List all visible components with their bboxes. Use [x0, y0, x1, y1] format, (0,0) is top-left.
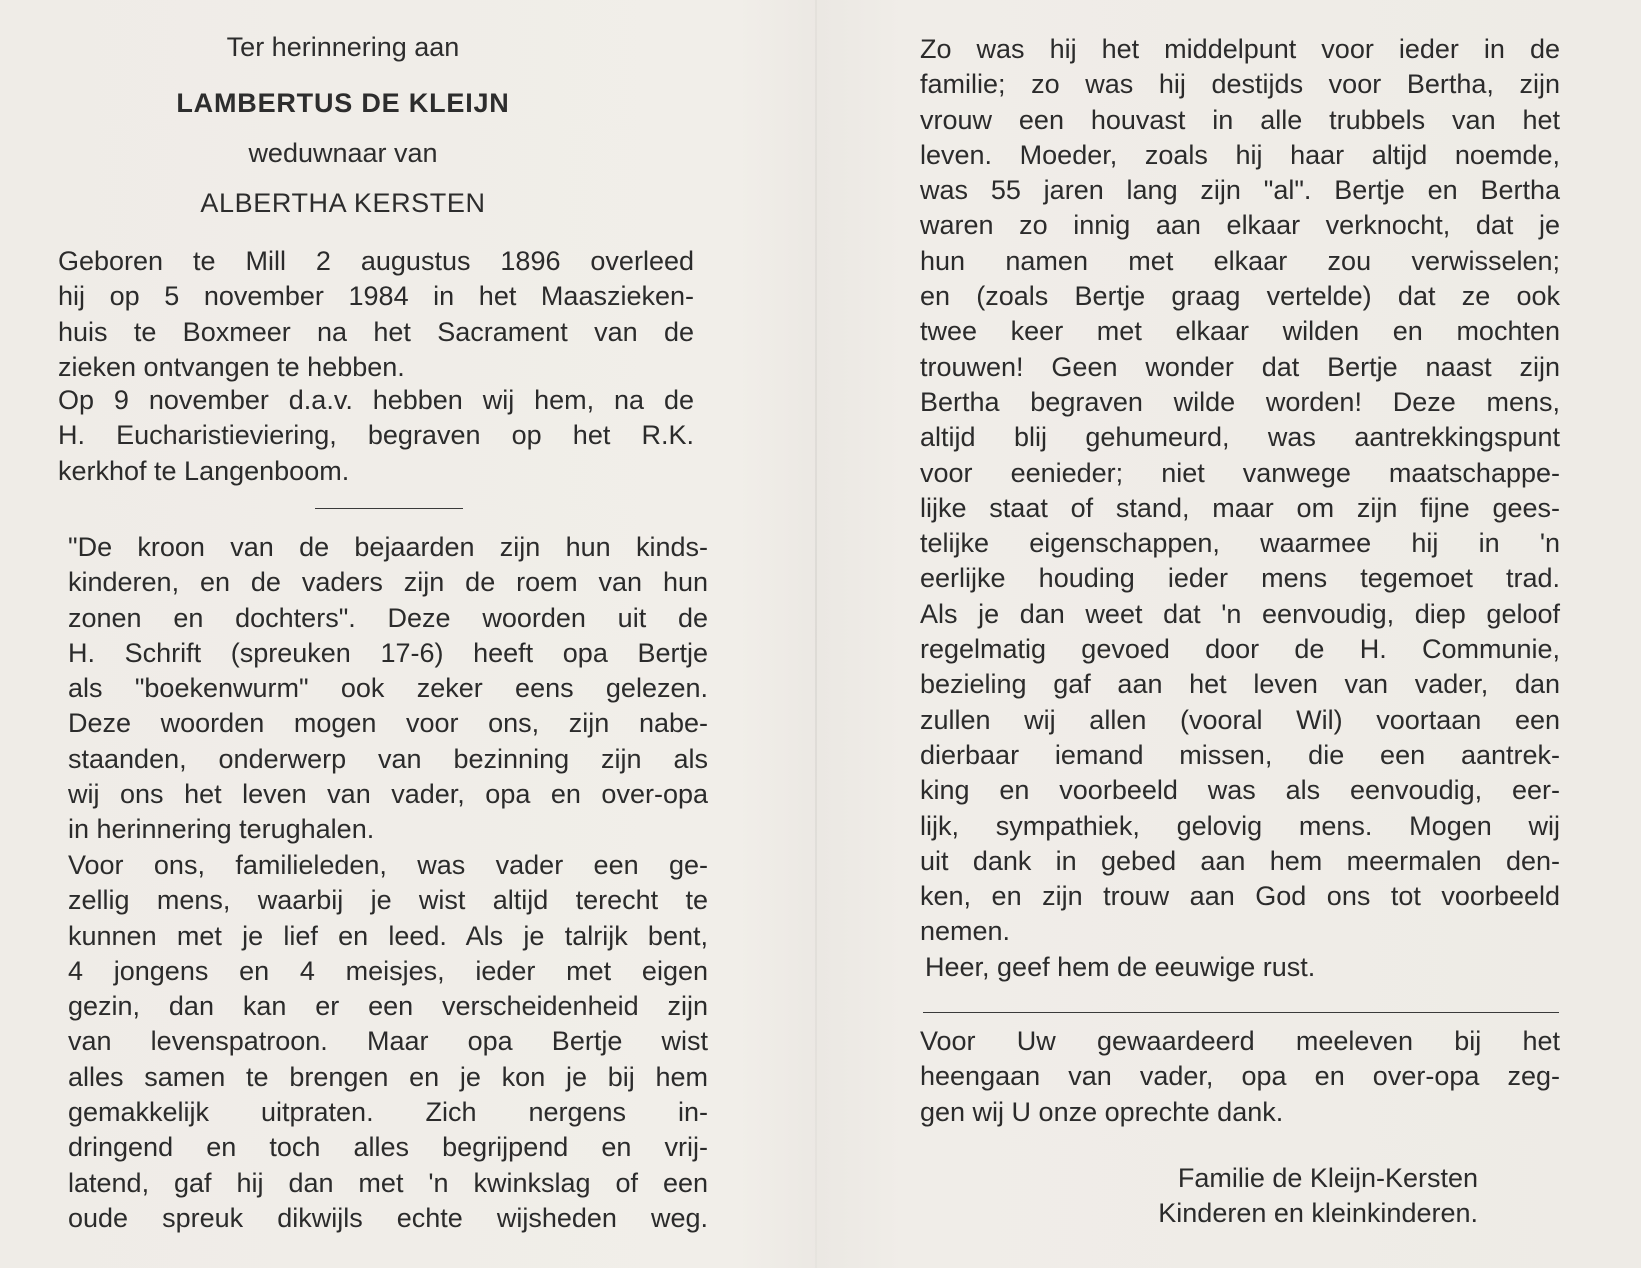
- text-line: "De kroon van de bejaarden zijn hun kinds-: [68, 532, 708, 562]
- intro-line: Ter herinnering aan: [226, 32, 460, 62]
- quote-paragraph: [68, 530, 708, 848]
- text-line: H. Eucharistieviering, begraven op het R.K.: [58, 420, 694, 451]
- text-line: wij ons het leven van vader, opa en over-opa: [68, 779, 708, 810]
- text-line: gen wij U onze oprechte dank.: [920, 1096, 1284, 1127]
- text-line: Geboren te Mill 2 augustus 1896 overleed: [58, 246, 694, 276]
- burial-paragraph: [58, 383, 694, 489]
- text-line: Voor Uw gewaardeerd meeleven bij het: [920, 1026, 1560, 1056]
- text-line: alles samen te brengen en je kon je bij hem: [68, 1061, 708, 1092]
- text-line: oude spreuk dikwijls echte wijsheden weg.: [68, 1202, 708, 1233]
- text-line: leven. Moeder, zoals hij haar altijd noemde,: [920, 139, 1560, 170]
- text-line: Voor ons, familieleden, was vader een ge-: [68, 850, 708, 880]
- text-line: latend, gaf hij dan met 'n kwinkslag of een: [68, 1167, 708, 1198]
- text-line: huis te Boxmeer na het Sacrament van de: [58, 316, 694, 347]
- left-page: [58, 0, 708, 1268]
- text-line: regelmatig gevoed door de H. Communie,: [920, 634, 1560, 665]
- signature-family: Familie de Kleijn-Kersten: [1177, 1163, 1478, 1193]
- text-line: vrouw een houvast in alle trubbels van het: [920, 104, 1560, 135]
- text-line: waren zo innig aan elkaar verknocht, dat je: [920, 210, 1560, 241]
- right-page: [920, 0, 1560, 1268]
- prayer-line: Heer, geef hem de eeuwige rust.: [925, 952, 1316, 982]
- text-line: H. Schrift (spreuken 17-6) heeft opa Bertje: [68, 637, 708, 668]
- text-line: kerkhof te Langenboom.: [58, 455, 350, 486]
- text-line: dringend en toch alles begrijpend en vrij-: [68, 1132, 708, 1163]
- text-line: nemen.: [920, 916, 1011, 947]
- birth-death-paragraph: [58, 244, 694, 385]
- text-line: zieken ontvangen te hebben.: [58, 351, 405, 382]
- text-line: hij op 5 november 1984 in het Maaszieken-: [58, 281, 694, 312]
- text-line: Als je dan weet dat 'n eenvoudig, diep geloof: [920, 598, 1560, 629]
- text-line: in herinnering terughalen.: [68, 814, 375, 845]
- text-line: eerlijke houding ieder mens tegemoet trad.: [920, 563, 1560, 594]
- text-line: bezieling gaf aan het leven van vader, dan: [920, 669, 1560, 700]
- spouse-name: ALBERTHA KERSTEN: [200, 188, 486, 218]
- text-line: 4 jongens en 4 meisjes, ieder met eigen: [68, 955, 708, 986]
- text-line: gezin, dan kan er een verscheidenheid zijn: [68, 991, 708, 1022]
- text-line: was 55 jaren lang zijn "al". Bertje en Bertha: [920, 175, 1560, 206]
- relation-line: weduwnaar van: [248, 138, 438, 168]
- tribute-paragraph: [920, 32, 1560, 950]
- text-line: en (zoals Bertje graag vertelde) dat ze ook: [920, 281, 1560, 312]
- deceased-name: LAMBERTUS DE KLEIJN: [176, 88, 510, 118]
- text-line: telijke eigenschappen, waarmee hij in 'n: [920, 528, 1560, 559]
- text-line: Op 9 november d.a.v. hebben wij hem, na de: [58, 385, 694, 415]
- text-line: heengaan van vader, opa en over-opa zeg-: [920, 1061, 1560, 1092]
- thanks-paragraph: [920, 1024, 1560, 1130]
- text-line: kinderen, en de vaders zijn de roem van hun: [68, 567, 708, 598]
- text-line: altijd blij gehumeurd, was aantrekkingspunt: [920, 422, 1560, 453]
- text-line: van levenspatroon. Maar opa Bertje wist: [68, 1026, 708, 1057]
- text-line: lijke staat of stand, maar om zijn fijne gees-: [920, 492, 1560, 523]
- text-line: zonen en dochters". Deze woorden uit de: [68, 602, 708, 633]
- text-line: Bertha begraven wilde worden! Deze mens,: [920, 386, 1560, 417]
- text-line: staanden, onderwerp van bezinning zijn als: [68, 743, 708, 774]
- text-line: lijk, sympathiek, gelovig mens. Mogen wij: [920, 810, 1560, 841]
- text-line: twee keer met elkaar wilden en mochten: [920, 316, 1560, 347]
- text-line: familie; zo was hij destijds voor Bertha, zijn: [920, 69, 1560, 100]
- text-line: ken, en zijn trouw aan God ons tot voorbeeld: [920, 881, 1560, 912]
- divider: [315, 508, 463, 509]
- signature-children: Kinderen en kleinkinderen.: [1158, 1198, 1478, 1228]
- text-line: Zo was hij het middelpunt voor ieder in de: [920, 34, 1560, 64]
- text-line: trouwen! Geen wonder dat Bertje naast zijn: [920, 351, 1560, 382]
- text-line: uit dank in gebed aan hem meermalen den-: [920, 845, 1560, 876]
- text-line: als "boekenwurm" ook zeker eens gelezen.: [68, 673, 708, 704]
- text-line: zellig mens, waarbij je wist altijd terecht te: [68, 885, 708, 916]
- text-line: gemakkelijk uitpraten. Zich nergens in-: [68, 1097, 708, 1128]
- family-paragraph: [68, 848, 708, 1236]
- text-line: kunnen met je lief en leed. Als je talrijk bent,: [68, 920, 708, 951]
- text-line: king en voorbeeld was als eenvoudig, eer-: [920, 775, 1560, 806]
- text-line: zullen wij allen (vooral Wil) voortaan een: [920, 704, 1560, 735]
- divider: [923, 1012, 1559, 1013]
- card-fold: [815, 0, 817, 1268]
- text-line: dierbaar iemand missen, die een aantrek-: [920, 739, 1560, 770]
- text-line: Deze woorden mogen voor ons, zijn nabe-: [68, 708, 708, 739]
- text-line: hun namen met elkaar zou verwisselen;: [920, 245, 1560, 276]
- text-line: voor eenieder; niet vanwege maatschappe-: [920, 457, 1560, 488]
